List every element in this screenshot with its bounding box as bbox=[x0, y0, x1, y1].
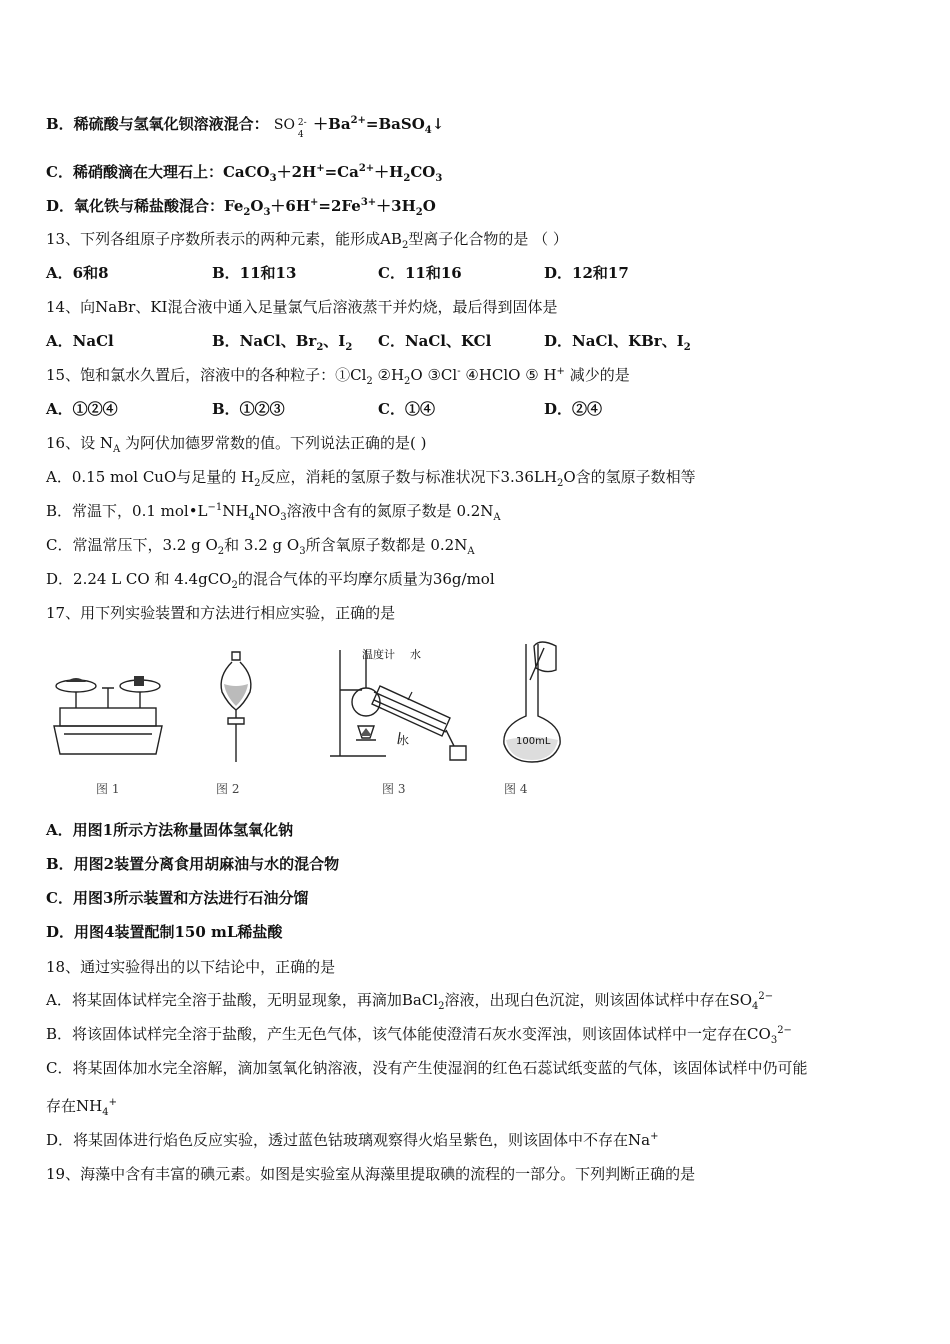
q12-d-sub: 3 bbox=[263, 207, 271, 218]
q14-options bbox=[46, 331, 691, 351]
q12-option-c bbox=[46, 162, 442, 182]
q15-stem-text: ②H bbox=[372, 366, 405, 384]
q18-option-c-line2 bbox=[46, 1096, 117, 1116]
q16-option-c bbox=[46, 535, 475, 555]
q15-options bbox=[46, 399, 602, 419]
q16-stem-text: 16、设 N bbox=[46, 434, 113, 452]
fig2-caption: 图 2 bbox=[216, 782, 240, 796]
flask-volume-label: 100mL bbox=[516, 736, 551, 747]
q18-d-sup: + bbox=[650, 1131, 659, 1142]
q18-c-sup: + bbox=[108, 1097, 117, 1108]
q16-c-sub: 3 bbox=[299, 546, 306, 557]
q19-stem: 19、海藻中含有丰富的碘元素。如图是实验室从海藻里提取碘的流程的一部分。下列判断正确的是 bbox=[46, 1165, 696, 1183]
q16-stem-text: 为阿伏加德罗常数的值。下列说法正确的是( ) bbox=[120, 434, 427, 452]
q18-b-text: B．将该固体试样完全溶于盐酸，产生无色气体，该气体能使澄清石灰水变浑浊，则该固体试样中一定存在CO bbox=[46, 1025, 771, 1043]
q12-c-text: ＋H bbox=[374, 163, 404, 181]
thermometer-label: 温度计 bbox=[362, 648, 395, 661]
q13-stem-text: 型离子化合物的是 （ ） bbox=[408, 230, 568, 248]
q15-stem-text: 15、饱和氯水久置后，溶液中的各种粒子：①Cl bbox=[46, 366, 367, 384]
q12-c-text: C．稀硝酸滴在大理石上：CaCO bbox=[46, 163, 270, 181]
q15-stem bbox=[46, 365, 630, 385]
q18-d-text: D．将某固体进行焰色反应实验，透过蓝色钴玻璃观察得火焰呈紫色，则该固体中不存在Na bbox=[46, 1131, 651, 1149]
q18-b-sub: 3 bbox=[770, 1035, 778, 1046]
q18-c-text: 存在NH bbox=[46, 1097, 103, 1115]
q14-stem: 14、向NaBr、KI混合液中通入足量氯气后溶液蒸干并灼烧，最后得到固体是 bbox=[46, 298, 558, 316]
q12-d-sub: 2 bbox=[243, 207, 251, 218]
q18-a-sub: 2 bbox=[438, 1001, 445, 1012]
q15-stem-text: O ③Cl bbox=[410, 366, 458, 384]
q16-b-text: B．常温下，0.1 mol•L bbox=[46, 502, 208, 520]
q12-d-text: ＋3H bbox=[376, 197, 416, 215]
q13-stem bbox=[46, 229, 568, 249]
q15-stem-sub: 2 bbox=[366, 376, 373, 387]
q18-a-text: A．将某固体试样完全溶于盐酸，无明显现象，再滴加BaCl bbox=[46, 991, 439, 1009]
balance-drawing bbox=[52, 668, 164, 758]
q13-stem-sub: 2 bbox=[401, 240, 409, 251]
q16-d-sub: 2 bbox=[231, 580, 238, 591]
separatory-funnel-drawing bbox=[216, 648, 256, 768]
water-out-label: 水 bbox=[410, 648, 421, 661]
q15-stem-sup: - bbox=[457, 366, 461, 377]
q16-a-sub: 2 bbox=[254, 478, 261, 489]
q18-b-sup: 2− bbox=[777, 1025, 792, 1036]
sulfate-ion-symbol: SO bbox=[273, 117, 295, 133]
q12-option-b bbox=[46, 114, 445, 140]
q13-stem-text: 13、下列各组原子序数所表示的两种元素，能形成AB bbox=[46, 230, 402, 248]
q18-option-a bbox=[46, 990, 773, 1010]
q14-option-d bbox=[544, 331, 691, 351]
fig1-caption: 图 1 bbox=[96, 782, 120, 796]
q16-a-text: 反应，消耗的氢原子数与标准状况下3.36LH bbox=[260, 468, 557, 486]
q18-option-c-line1: C．将某固体加水完全溶解，滴加氢氧化钠溶液，没有产生使湿润的红色石蕊试纸变蓝的气体，该固体试样中仍可能 bbox=[46, 1059, 808, 1077]
q12-c-sub: 3 bbox=[269, 173, 277, 184]
q16-c-text: 和 3.2 g O bbox=[224, 536, 300, 554]
q12-b-ba-charge: 2+ bbox=[350, 115, 366, 126]
q12-b-product-sub: 4 bbox=[424, 125, 432, 136]
distillation-figure bbox=[326, 640, 486, 768]
q18-c-sub: 4 bbox=[102, 1107, 109, 1118]
distillation-drawing bbox=[326, 640, 486, 768]
q16-b-sub: 3 bbox=[280, 512, 287, 523]
q12-d-text: ＋6H bbox=[270, 197, 311, 215]
q15-stem-text: 减少的是 bbox=[564, 366, 630, 384]
q18-stem: 18、通过实验得出的以下结论中，正确的是 bbox=[46, 958, 336, 976]
q18-option-b bbox=[46, 1024, 792, 1044]
q16-stem-sub: A bbox=[112, 444, 121, 455]
q16-c-sub: A bbox=[467, 546, 475, 557]
q16-option-b bbox=[46, 501, 501, 521]
q12-c-sub: 2 bbox=[403, 173, 411, 184]
q12-c-sup: 2+ bbox=[358, 163, 375, 174]
q15-option-b: B．①②③ bbox=[212, 400, 285, 418]
q18-a-text: 溶液，出现白色沉淀，则该固体试样中存在SO bbox=[444, 991, 753, 1009]
water-in-label: 水 bbox=[398, 734, 409, 747]
balance-figure bbox=[52, 668, 164, 758]
precipitate-arrow: ↓ bbox=[431, 115, 445, 133]
q12-c-text: CO bbox=[410, 163, 436, 181]
q17-figures bbox=[46, 640, 606, 800]
q14-option-b bbox=[212, 331, 378, 351]
q14-d-text: D．NaCl、KBr、I bbox=[544, 332, 684, 350]
q12-b-label: B．稀硫酸与氢氧化钡溶液混合： bbox=[46, 115, 269, 133]
q15-stem-text: ④HClO ⑤ H bbox=[460, 366, 557, 384]
separatory-funnel-figure bbox=[216, 648, 256, 768]
q15-option-a: A．①②④ bbox=[46, 400, 118, 418]
q15-option-d: D．②④ bbox=[544, 400, 603, 418]
volumetric-flask-figure bbox=[496, 640, 568, 766]
q12-b-ba: ＋Ba bbox=[313, 115, 351, 133]
q12-d-text: D．氧化铁与稀盐酸混合：Fe bbox=[46, 197, 244, 215]
q15-stem-sub: 2 bbox=[404, 376, 411, 387]
q16-d-text: 的混合气体的平均摩尔质量为36g/mol bbox=[237, 570, 495, 588]
q16-b-text: NH bbox=[222, 502, 249, 520]
q16-option-a bbox=[46, 467, 696, 487]
q12-c-sub: 3 bbox=[435, 173, 443, 184]
q17-option-a: A．用图1所示方法称量固体氢氧化钠 bbox=[46, 821, 294, 839]
q14-option-c: C．NaCl、KCl bbox=[378, 332, 492, 350]
q12-d-text: =2Fe bbox=[318, 197, 361, 215]
q16-b-text: 溶液中含有的氮原子数是 0.2N bbox=[286, 502, 494, 520]
q17-option-b: B．用图2装置分离食用胡麻油与水的混合物 bbox=[46, 855, 340, 873]
q13-option-d: D．12和17 bbox=[544, 264, 629, 282]
q16-a-text: A．0.15 mol CuO与足量的 H bbox=[46, 468, 255, 486]
q15-option-c: C．①④ bbox=[378, 400, 435, 418]
q16-option-d bbox=[46, 569, 495, 589]
q16-stem bbox=[46, 433, 426, 453]
q16-c-text: C．常温常压下，3.2 g O bbox=[46, 536, 218, 554]
q17-option-d: D．用图4装置配制150 mL稀盐酸 bbox=[46, 923, 283, 941]
q12-c-text: ＋2H bbox=[276, 163, 317, 181]
q12-d-sub: 2 bbox=[415, 207, 423, 218]
q14-d-sub: 2 bbox=[683, 342, 691, 353]
q14-b-sub: 2 bbox=[345, 342, 353, 353]
q16-d-text: D．2.24 L CO 和 4.4gCO bbox=[46, 570, 232, 588]
q14-b-text: 、I bbox=[323, 332, 346, 350]
fig4-caption: 图 4 bbox=[504, 782, 528, 796]
q14-b-sub: 2 bbox=[316, 342, 324, 353]
q12-c-text: =Ca bbox=[324, 163, 359, 181]
volumetric-flask-drawing bbox=[496, 640, 568, 766]
q12-option-d bbox=[46, 196, 436, 216]
q16-b-text: NO bbox=[254, 502, 281, 520]
q15-stem-sup: + bbox=[556, 366, 565, 377]
q16-b-sub: 4 bbox=[248, 512, 255, 523]
q14-option-a: A．NaCl bbox=[46, 332, 114, 350]
q18-a-sub: 4 bbox=[752, 1001, 759, 1012]
sulfate-ion-subscript: 4 bbox=[297, 130, 304, 140]
q16-a-sub: 2 bbox=[556, 478, 564, 489]
q16-a-text: O含的氢原子数相等 bbox=[563, 468, 696, 486]
fig3-caption: 图 3 bbox=[382, 782, 406, 796]
q16-b-sub: A bbox=[493, 512, 501, 523]
q17-stem: 17、用下列实验装置和方法进行相应实验，正确的是 bbox=[46, 604, 396, 622]
q12-c-sup: + bbox=[316, 163, 325, 174]
q13-option-c: C．11和16 bbox=[378, 264, 462, 282]
q16-b-sup: −1 bbox=[207, 502, 223, 513]
q13-options bbox=[46, 263, 629, 283]
q16-c-sub: 2 bbox=[217, 546, 225, 557]
q12-d-text: O bbox=[422, 197, 436, 215]
q17-option-c: C．用图3所示装置和方法进行石油分馏 bbox=[46, 889, 309, 907]
q12-b-product: =BaSO bbox=[365, 115, 425, 133]
q18-option-d bbox=[46, 1130, 659, 1150]
q12-d-sup: + bbox=[310, 197, 319, 208]
q12-d-text: O bbox=[250, 197, 264, 215]
q12-d-sup: 3+ bbox=[360, 197, 377, 208]
q18-a-sup: 2− bbox=[758, 991, 774, 1002]
q13-option-b: B．11和13 bbox=[212, 264, 297, 282]
sulfate-ion-charge: 2- bbox=[297, 118, 307, 128]
q14-b-text: B．NaCl、Br bbox=[212, 332, 317, 350]
q16-c-text: 所含氧原子数都是 0.2N bbox=[305, 536, 468, 554]
q13-option-a: A．6和8 bbox=[46, 264, 109, 282]
